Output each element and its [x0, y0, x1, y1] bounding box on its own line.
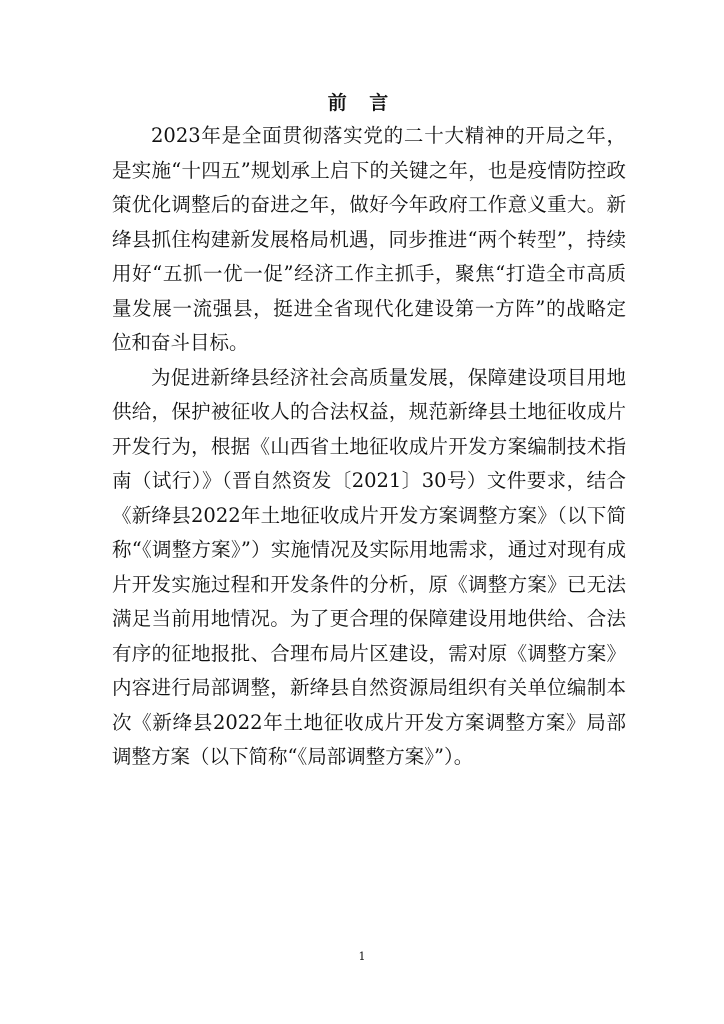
- paragraph: 2023年是全面贯彻落实党的二十大精神的开局之年，是实施“十四五”规划承上启下的关键之年，也是疫情防控政策优化调整后的奋进之年，做好今年政府工作意义重大。新绛县抓住构建新发展格局机遇，同步推进“两个转型”，持续用好“五抓一优一促”经济工作主抓手，聚焦“打造全市高质量发展一流强县，挺进全省现代化建设第一方阵”的战略定位和奋斗目标。: [112, 124, 626, 354]
- paragraph: 为促进新绛县经济社会高质量发展，保障建设项目用地供给，保护被征收人的合法权益，规范新绛县土地征收成片开发行为，根据《山西省土地征收成片开发方案编制技术指南（试行）》（晋自然资发〔2021〕30号）文件要求，结合《新绛县2022年土地征收成片开发方案调整方案》（以下简称“《调整方案》”）实施情况及实际用地需求，通过对现有成片开发实施过程和开发条件的分析，原《调整方案》已无法满足当前用地情况。为了更合理的保障建设用地供给、合法有序的征地报批、合理布局片区建设，需对原《调整方案》内容进行局部调整，新绛县自然资源局组织有关单位编制本次《新绛县2022年土地征收成片开发方案调整方案》局部调整方案（以下简称“《局部调整方案》”）。: [112, 365, 626, 768]
- document-body: [112, 119, 626, 775]
- page-title: 前 言: [327, 92, 397, 114]
- page-number: 1: [358, 950, 366, 963]
